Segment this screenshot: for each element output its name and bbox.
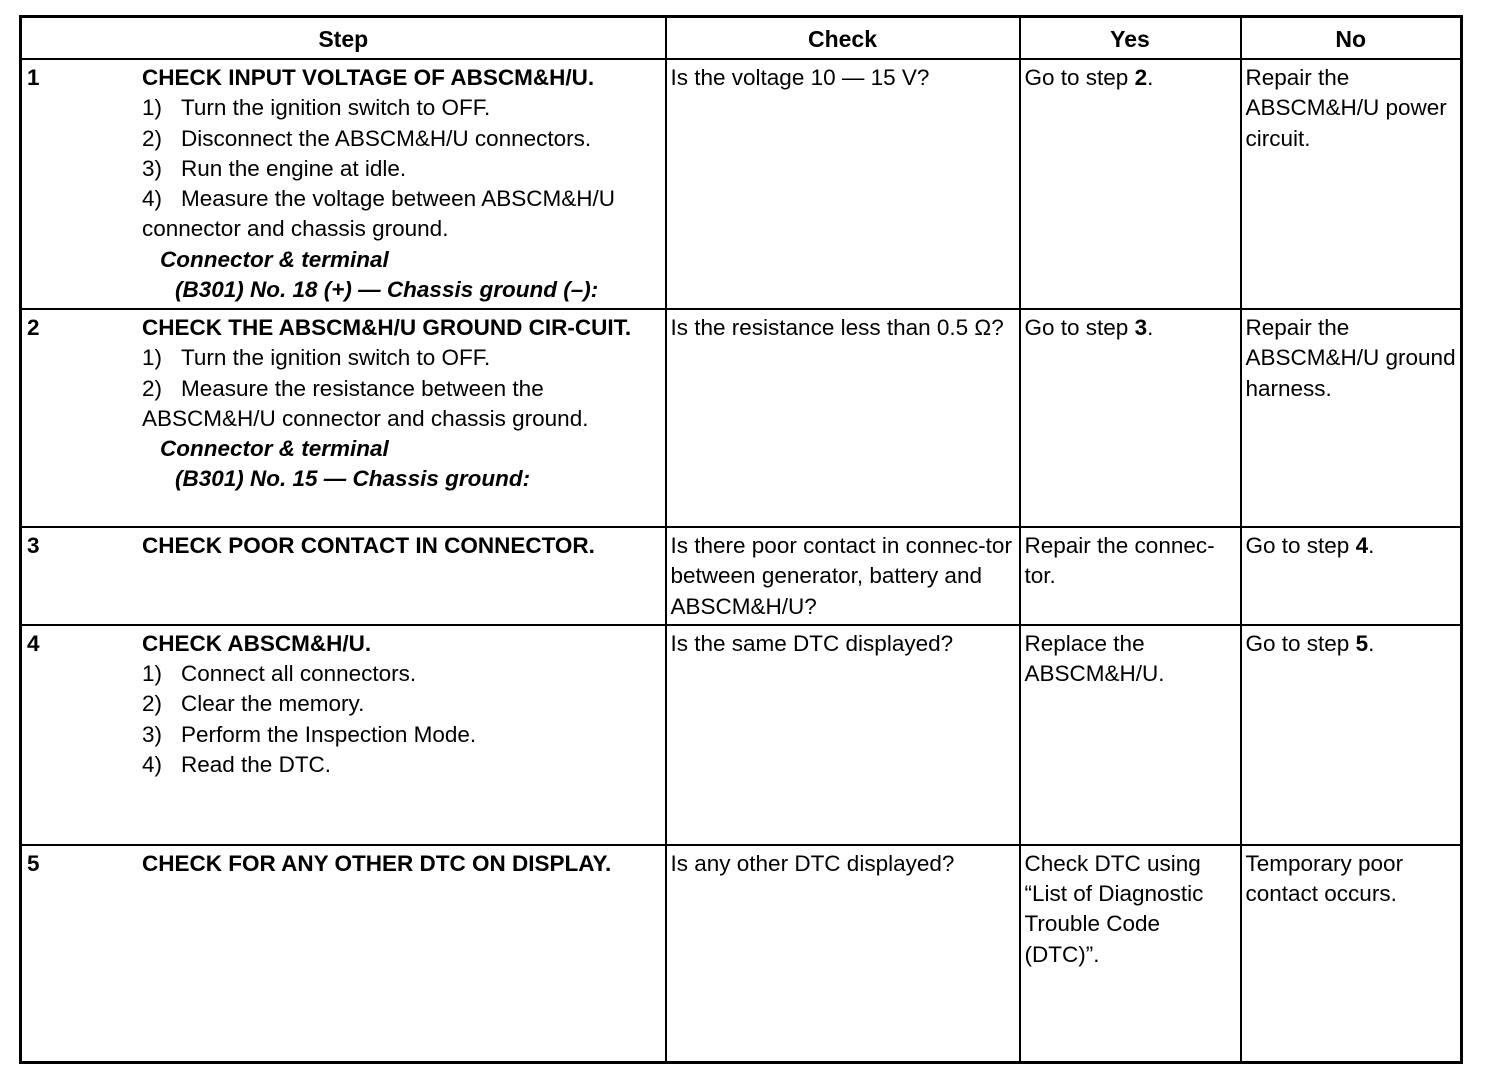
instruction: [142, 659, 661, 689]
connector-terminal-label: Connector & terminal: [160, 436, 389, 462]
step-cell: [21, 59, 666, 309]
instruction-text: Clear the memory.: [181, 691, 365, 717]
instruction: [142, 154, 661, 184]
yes-text: Go to step: [1024, 65, 1135, 90]
step-cell: [21, 527, 666, 625]
step-title: CHECK ABSCM&H/U.: [142, 630, 372, 656]
yes-cell: [1020, 59, 1241, 309]
yes-cell: Check DTC using “List of Diagnostic Trouble Code (DTC)”.: [1020, 845, 1241, 1063]
step-number: 2: [27, 315, 40, 340]
instruction: [142, 93, 661, 123]
step-cell: [21, 309, 666, 527]
terminal-spec: (B301) No. 15 — Chassis ground:: [175, 466, 531, 492]
instruction-text: Disconnect the ABSCM&H/U connectors.: [181, 125, 592, 151]
instruction-number: 2): [142, 125, 163, 151]
table-row: [21, 625, 1462, 845]
header-yes: Yes: [1020, 17, 1241, 60]
terminal-spec: (B301) No. 18 (+) — Chassis ground (–):: [175, 277, 599, 303]
no-cell: Repair the ABSCM&H/U ground harness.: [1241, 309, 1462, 527]
instruction: [142, 343, 661, 373]
step-title: CHECK INPUT VOLTAGE OF ABSCM&H/U.: [142, 65, 595, 90]
header-check: Check: [666, 17, 1020, 60]
no-text-end: .: [1368, 630, 1375, 656]
table-row: [21, 527, 1462, 625]
no-cell: [1241, 527, 1462, 625]
check-cell: Is the same DTC displayed?: [666, 625, 1020, 845]
instruction-number: 1): [142, 345, 163, 371]
step-number: 4: [27, 630, 40, 656]
connector-terminal-label: Connector & terminal: [160, 246, 389, 272]
instruction: [142, 720, 661, 750]
step-number: 5: [27, 850, 40, 876]
table-row: [21, 59, 1462, 309]
instruction: [142, 750, 661, 780]
instruction-number: 2): [142, 691, 163, 717]
yes-text: Go to step: [1024, 315, 1135, 340]
check-cell: Is any other DTC displayed?: [666, 845, 1020, 1063]
table-row: [21, 309, 1462, 527]
yes-cell: Repair the connec-tor.: [1020, 527, 1241, 625]
instruction-text: Perform the Inspection Mode.: [181, 721, 477, 747]
check-cell: Is there poor contact in connec-tor between generator, battery and ABSCM&H/U?: [666, 527, 1020, 625]
instruction: [142, 124, 661, 154]
instruction: [142, 689, 661, 719]
step-cell: [21, 845, 666, 1063]
instruction: [142, 374, 661, 435]
yes-text-end: .: [1147, 65, 1154, 90]
instruction-text: Read the DTC.: [181, 752, 332, 778]
instruction-text: Turn the ignition switch to OFF.: [181, 95, 491, 121]
table-row: [21, 845, 1462, 1063]
instruction-number: 1): [142, 95, 163, 121]
diagnostic-table: [19, 15, 1463, 1064]
header-row: [21, 17, 1462, 60]
no-text-end: .: [1368, 533, 1375, 558]
step-number: 1: [27, 65, 40, 90]
step-cell: [21, 625, 666, 845]
header-no: No: [1241, 17, 1462, 60]
step-title: CHECK POOR CONTACT IN CONNECTOR.: [142, 533, 595, 558]
instruction-number: 4): [142, 752, 163, 778]
step-title: CHECK THE ABSCM&H/U GROUND CIR-CUIT.: [142, 315, 632, 340]
instruction-number: 3): [142, 721, 163, 747]
yes-cell: [1020, 309, 1241, 527]
instruction-number: 2): [142, 375, 163, 401]
instruction-text: Measure the voltage between ABSCM&H/U connector and chassis ground.: [142, 186, 615, 242]
yes-step-number: 3: [1134, 315, 1148, 340]
instruction-text: Run the engine at idle.: [181, 155, 407, 181]
instruction-text: Measure the resistance between the ABSCM&H/U connector and chassis ground.: [142, 375, 589, 431]
instruction-number: 3): [142, 155, 163, 181]
instruction-text: Turn the ignition switch to OFF.: [181, 345, 491, 371]
no-cell: Repair the ABSCM&H/U power circuit.: [1241, 59, 1462, 309]
yes-text-end: .: [1147, 315, 1154, 340]
no-text: Go to step: [1245, 533, 1356, 558]
yes-cell: Replace the ABSCM&H/U.: [1020, 625, 1241, 845]
no-cell: Temporary poor contact occurs.: [1241, 845, 1462, 1063]
no-cell: [1241, 625, 1462, 845]
no-step-number: 5: [1355, 630, 1369, 656]
check-cell: Is the resistance less than 0.5 Ω?: [666, 309, 1020, 527]
instruction-number: 1): [142, 661, 163, 687]
header-step: Step: [21, 17, 666, 60]
step-number: 3: [27, 533, 40, 558]
check-cell: Is the voltage 10 — 15 V?: [666, 59, 1020, 309]
instruction: [142, 184, 661, 245]
no-step-number: 4: [1355, 533, 1369, 558]
instruction-text: Connect all connectors.: [181, 661, 417, 687]
instruction-number: 4): [142, 186, 163, 212]
yes-step-number: 2: [1134, 65, 1148, 90]
step-title: CHECK FOR ANY OTHER DTC ON DISPLAY.: [142, 850, 612, 876]
no-text: Go to step: [1245, 630, 1356, 656]
